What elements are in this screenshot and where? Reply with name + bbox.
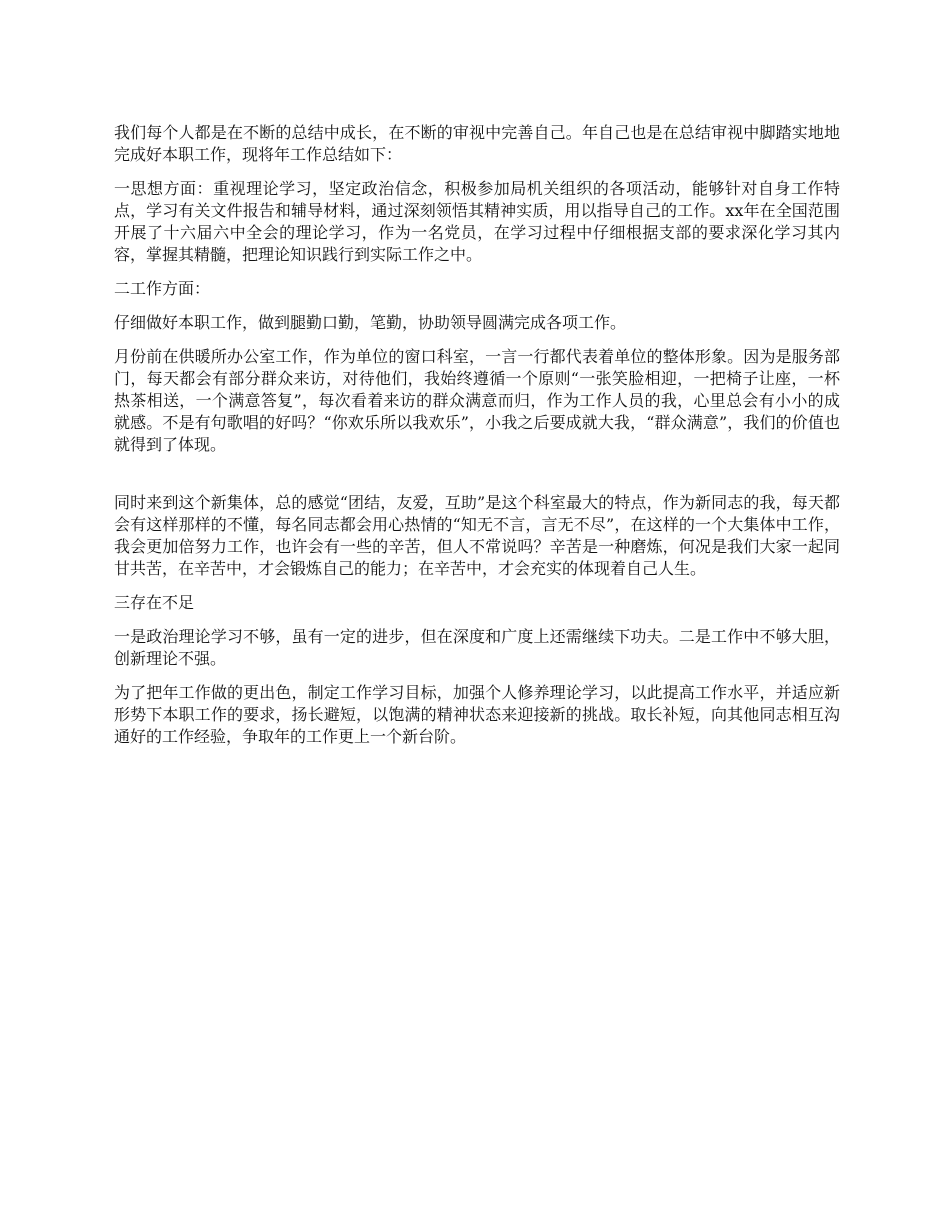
paragraph-duty: 仔细做好本职工作，做到腿勤口勤，笔勤，协助领导圆满完成各项工作。 [114, 313, 627, 332]
paragraph-intro: 我们每个人都是在不断的总结中成长，在不断的审视中完善自己。年自己也是在总结审视中脚踏实地地完成好本职工作，现将年工作总结如下： [114, 123, 840, 164]
paragraph-goals: 为了把年工作做的更出色，制定工作学习目标，加强个人修养理论学习，以此提高工作水平，并适应新形势下本职工作的要求，扬长避短，以饱满的精神状态来迎接新的挑战。取长补短，向其他同志相互沟通好的工作经验，争取年的工作更上一个新台阶。 [114, 683, 840, 746]
paragraph-thought: 一思想方面：重视理论学习，坚定政治信念，积极参加局机关组织的各项活动，能够针对自身工作特点，学习有关文件报告和辅导材料，通过深刻领悟其精神实质，用以指导自己的工作。xx年在全国范围开展了十六届六中全会的理论学习，作为一名党员，在学习过程中仔细根据支部的要求深化学习其内容，掌握其精髓，把理论知识践行到实际工作之中。 [114, 179, 840, 264]
section-heading-shortcomings: 三存在不足 [114, 593, 195, 612]
document-body [114, 122, 840, 760]
paragraph-office: 月份前在供暖所办公室工作，作为单位的窗口科室，一言一行都代表着单位的整体形象。因为是服务部门，每天都会有部分群众来访，对待他们，我始终遵循一个原则“一张笑脸相迎，一把椅子让座，一杯热茶相送，一个满意答复”，每次看着来访的群众满意而归，作为工作人员的我，心里总会有小小的成就感。不是有句歌唱的好吗？“你欢乐所以我欢乐”，小我之后要成就大我，“群众满意”，我们的价值也就得到了体现。 [114, 347, 840, 454]
paragraph-team: 同时来到这个新集体，总的感觉“团结，友爱，互助”是这个科室最大的特点，作为新同志的我，每天都会有这样那样的不懂，每名同志都会用心热情的“知无不言，言无不尽”，在这样的一个大集体中工作，我会更加倍努力工作，也许会有一些的辛苦，但人不常说吗？辛苦是一种磨炼，何况是我们大家一起同甘共苦，在辛苦中，才会锻炼自己的能力；在辛苦中，才会充实的体现着自己人生。 [114, 493, 840, 578]
paragraph-shortcomings: 一是政治理论学习不够，虽有一定的进步，但在深度和广度上还需继续下功夫。二是工作中不够大胆，创新理论不强。 [114, 627, 840, 668]
section-heading-work: 二工作方面： [114, 279, 211, 298]
